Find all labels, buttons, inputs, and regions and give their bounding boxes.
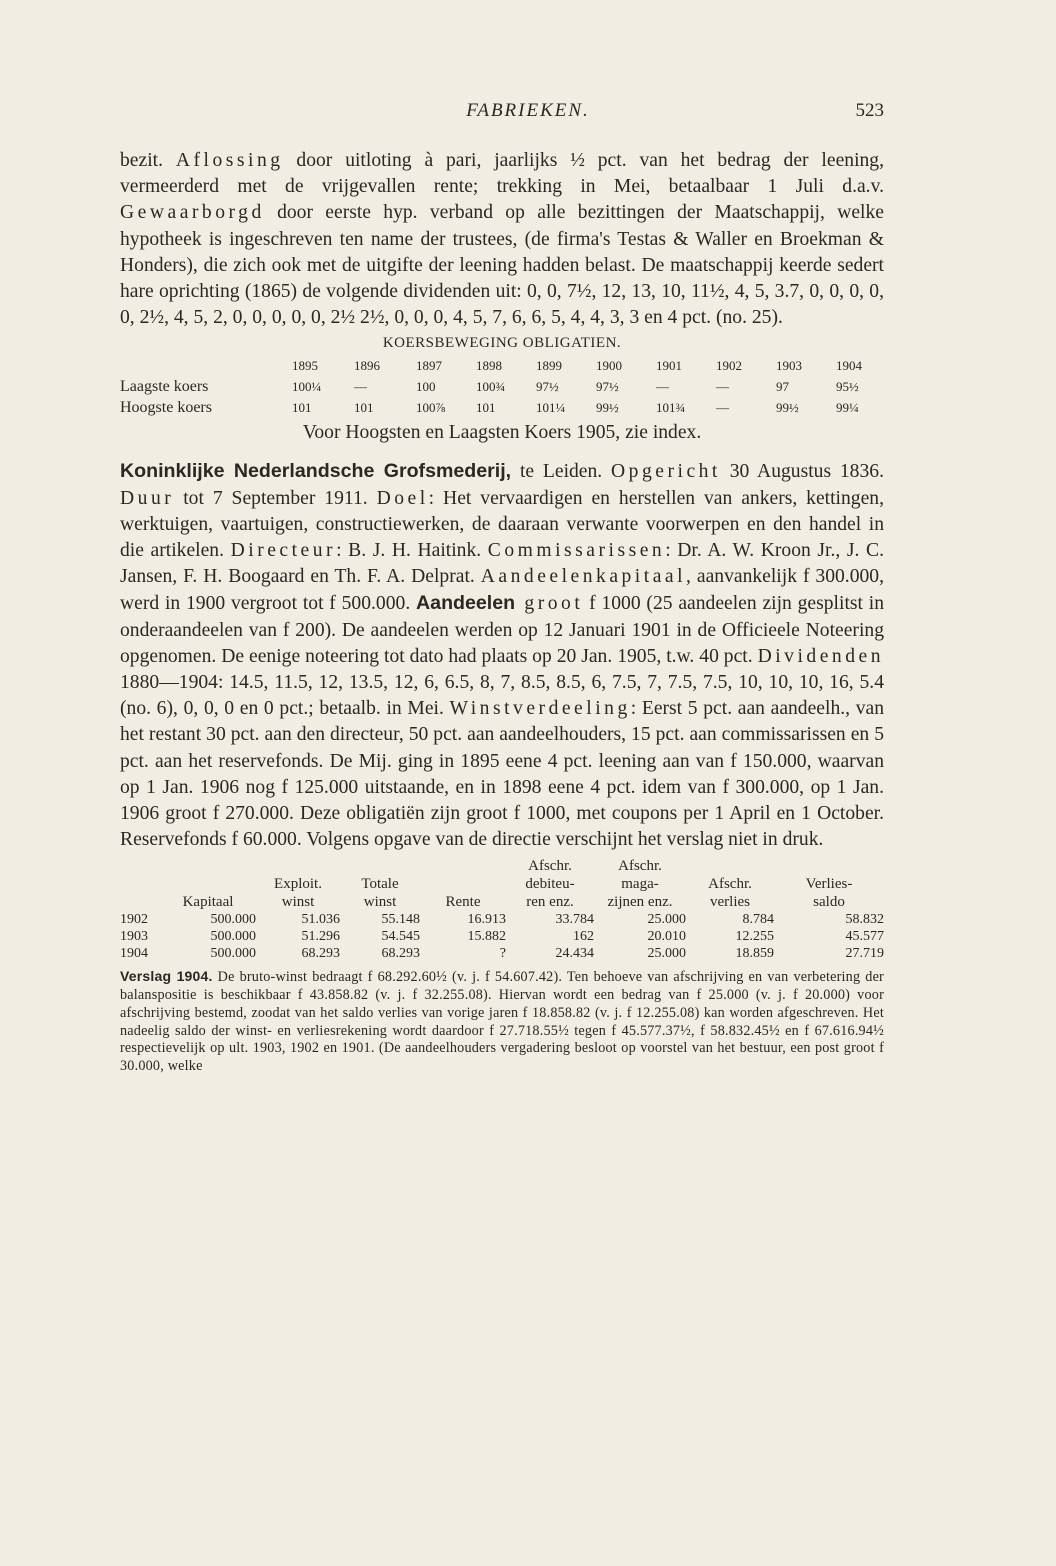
verslag-text: De bruto-winst bedraagt f 68.292.60½ (v. j. f 54.607.42). Ten behoeve van afschrijving en van verbetering der balanspositie is beschikbaar f 43.858.82 (v. j. f 32.255.08). Hiervan wordt een bedrag van f 25.000 (v. j. f 20.000) voor afschrijving bestemd, zoodat van het saldo verlies van vorige jaren f 18.858.82 (v. j. f 12.255.08) kan worden afgeschreven. Het nadeelig saldo der winst- en verliesrekening wordt daardoor f 27.718.55½ tegen f 45.577.37½, f 58.832.45½ en f 67.616.94½ respectievelijk op ult. 1903, 1902 en 1901. (De aandeelhouders vergadering besloot op voorstel van het bestuur, een post groot f 30.000, welke [120, 969, 884, 1074]
koers-title: KOERSBEWEGING OBLIGATIEN. [382, 335, 622, 352]
koers-value: 101 [354, 399, 374, 415]
intro-paragraph [120, 148, 884, 331]
koers-value: 101¾ [656, 399, 686, 415]
koers-value: 95½ [836, 378, 859, 394]
verslag-heading: Verslag 1904. [120, 968, 213, 985]
finance-cell: 500.000 [210, 945, 256, 961]
finance-cell: 15.882 [467, 928, 506, 944]
koers-table [120, 355, 884, 418]
finance-head [686, 857, 774, 875]
koers-value: 101 [476, 399, 496, 415]
finance-head [120, 857, 160, 875]
finance-cell: 500.000 [210, 928, 256, 944]
finance-head: maga- [621, 875, 659, 892]
dividenden-term: Dividenden [757, 645, 884, 667]
company-paragraph [120, 458, 884, 853]
finance-cell: 55.148 [381, 911, 420, 927]
doel-term: Doel [376, 487, 429, 509]
company-text: : Eerst 5 pct. aan aandeelh., van het restant 30 pct. aan den directeur, 50 pct. aan aandeelhouders, 15 pct. aan commissarissen en 5 pct. aan het reservefonds. De Mij. ging in 1895 eene 4 pct. leening aan van f 150.000, waarvan op 1 Jan. 1906 nog f 125.000 uitstaande, en in 1898 eene 4 pct. idem van f 300.000, op 1 Jan. 1906 groot f 270.000. Deze obligatiën zijn groot f 1000, met coupons per 1 April en 1 October. Reservefonds f 60.000. Volgens opgave van de directie verschijnt het verslag niet in druk. [120, 698, 884, 851]
company-text: f 1000 (25 aandeelen zijn gesplitst in onderaandeelen van f 200). De aandeelen werden op 12 Januari 1901 in de Officieele Noteering opgenomen. De eenige noteering tot dato had plaats op 20 Jan. 1905, t.w. 40 pct. [120, 593, 884, 667]
aandeelen-heading: Aandeelen [416, 592, 516, 615]
koers-footnote: Voor Hoogsten en Laagsten Koers 1905, zie index. [302, 422, 702, 444]
koers-year: 1901 [656, 357, 682, 373]
finance-head: verlies [710, 893, 750, 910]
finance-head [120, 875, 160, 893]
koers-year: 1903 [776, 357, 802, 373]
finance-head [420, 875, 506, 893]
koers-value: 99½ [776, 399, 799, 415]
koers-year: 1899 [536, 357, 562, 373]
finance-head: Kapitaal [182, 893, 234, 910]
finance-row [120, 945, 884, 962]
koers-row-label: Laagste koers [120, 377, 209, 395]
finance-head [256, 857, 340, 875]
finance-cell: 27.719 [845, 945, 884, 961]
kapitaal-term: Aandeelenkapitaal [480, 566, 687, 588]
text-column [120, 148, 884, 1076]
company-location: te Leiden. [511, 461, 603, 483]
page-number: 523 [855, 100, 884, 121]
finance-head [160, 857, 256, 875]
koers-value: 97½ [596, 378, 619, 394]
intro-text: door uitloting à pari, jaarlijks ½ pct. van het bedrag der leening, vermeerderd met de vrijgevallen rente; trekking in Mei, betaalbaar 1 Juli d.a.v. [120, 150, 885, 198]
company-text: , aanvankelijk f 300.000, werd in 1900 vergroot tot f 500.000. [120, 566, 884, 615]
finance-header-row [120, 893, 884, 911]
finance-cell: 45.577 [845, 928, 884, 944]
finance-cell: 8.784 [742, 911, 774, 927]
finance-head: Afschr. [708, 875, 752, 892]
finance-cell: 25.000 [647, 945, 686, 961]
company-text: : B. J. H. Haitink. [336, 540, 488, 562]
finance-head: Exploit. [274, 875, 322, 892]
finance-cell: 58.832 [845, 911, 884, 927]
koers-value: 97 [776, 378, 789, 394]
opgericht-term: Opgericht [611, 461, 721, 483]
company-name: Koninklijke Nederlandsche Grofsmederij, [120, 460, 512, 483]
finance-head: Verlies- [805, 875, 853, 892]
finance-cell: 68.293 [381, 945, 420, 961]
koers-row-hoogste [120, 397, 884, 418]
company-text: : Het vervaardigen en herstellen van ankers, kettingen, werktuigen, vaartuigen, constructiewerken, de daaraan verwante voorwerpen en den handel in die artikelen. [120, 487, 884, 562]
koers-year: 1904 [836, 357, 862, 373]
koers-value: 100¼ [292, 378, 322, 394]
koers-value: 101¼ [536, 399, 566, 415]
koers-corner [120, 355, 292, 376]
koers-value: — [656, 378, 669, 394]
commissarissen-term: Commissarissen [487, 540, 666, 562]
finance-cell: 1903 [120, 928, 148, 944]
finance-cell: 51.296 [301, 928, 340, 944]
koers-value: — [354, 378, 367, 394]
duur-term: Duur [120, 487, 175, 509]
finance-head [340, 857, 420, 875]
koers-year: 1902 [716, 357, 742, 373]
koers-value: 100⅞ [416, 399, 446, 415]
koers-value: 101 [292, 399, 312, 415]
finance-cell: 18.859 [735, 945, 774, 961]
finance-head: debiteu- [525, 875, 575, 892]
koers-year: 1898 [476, 357, 502, 373]
finance-head: zijnen enz. [607, 893, 673, 910]
koers-year: 1895 [292, 357, 318, 373]
finance-cell: 16.913 [467, 911, 506, 927]
koers-value: — [716, 399, 729, 415]
finance-cell: ? [499, 945, 506, 961]
finance-cell: 12.255 [735, 928, 774, 944]
finance-head: winst [363, 893, 397, 910]
finance-head: winst [281, 893, 315, 910]
koers-row-laagste [120, 376, 884, 397]
winstverdeeling-term: Winstverdeeling [449, 698, 631, 720]
finance-head: Rente [445, 893, 481, 910]
finance-row [120, 911, 884, 928]
koers-value: 100¾ [476, 378, 506, 394]
koers-year: 1897 [416, 357, 442, 373]
directeur-term: Directeur [230, 540, 337, 562]
finance-cell: 1902 [120, 911, 148, 927]
finance-cell: 500.000 [210, 911, 256, 927]
company-text: 1880—1904: 14.5, 11.5, 12, 13.5, 12, 6, 6.5, 8, 7, 8.5, 8.5, 6, 7.5, 7, 7.5, 7.5, 10, 10, 10, 16, 5.4 (no. 6), 0, 0, 0 en 0 pct.; betaalb. in Mei. [120, 672, 884, 720]
finance-head: Totale [361, 875, 399, 892]
koers-value: 100 [416, 378, 436, 394]
finance-cell: 68.293 [301, 945, 340, 961]
koers-value: — [716, 378, 729, 394]
company-text: 30 Augustus 1836. [720, 461, 884, 483]
koers-row-label: Hoogste koers [120, 398, 212, 416]
intro-text: bezit. [120, 150, 176, 171]
finance-head [420, 857, 506, 875]
company-text: : Dr. A. W. Kroon Jr., J. C. Jansen, F. H. Boogaard en Th. F. A. Delprat. [120, 540, 884, 588]
finance-row [120, 928, 884, 945]
koers-value: 97½ [536, 378, 559, 394]
finance-cell: 24.434 [555, 945, 594, 961]
finance-head: saldo [813, 893, 845, 910]
groot-term: groot [515, 593, 584, 615]
finance-table [120, 857, 884, 962]
company-text: tot 7 September 1911. [174, 487, 377, 509]
finance-head [120, 893, 160, 911]
finance-cell: 1904 [120, 945, 148, 961]
koers-year: 1896 [354, 357, 380, 373]
aflossing-term: Aflossing [175, 150, 284, 171]
finance-head [774, 857, 884, 875]
koers-value: 99¼ [836, 399, 859, 415]
gewaarborgd-term: Gewaarborgd [120, 202, 265, 224]
koers-year: 1900 [596, 357, 622, 373]
finance-header-row [120, 857, 884, 875]
intro-text: door eerste hyp. verband op alle bezittingen der Maatschappij, welke hypotheek is ingeschreven ten name der trustees, (de firma's Testas & Waller en Broekman & Honders), die zich ook met de uitgifte der leening hadden belast. De maatschappij keerde sedert hare oprichting (1865) de volgende dividenden uit: 0, 0, 7½, 12, 13, 10, 11½, 4, 5, 3.7, 0, 0, 0, 0, 0, 2½, 4, 5, 2, 0, 0, 0, 0, 0, 2½ 2½, 0, 0, 0, 4, 5, 7, 6, 6, 5, 4, 4, 3, 3 en 4 pct. (no. 25). [120, 202, 884, 329]
finance-cell: 51.036 [301, 911, 340, 927]
finance-head: Afschr. [528, 857, 572, 874]
finance-cell: 54.545 [381, 928, 420, 944]
koers-value: 99½ [596, 399, 619, 415]
koers-years-row [120, 355, 884, 376]
finance-cell: 25.000 [647, 911, 686, 927]
finance-cell: 33.784 [555, 911, 594, 927]
finance-header-row [120, 875, 884, 893]
running-header: FABRIEKEN. [466, 100, 590, 121]
finance-head [160, 875, 256, 893]
finance-head: Afschr. [618, 857, 662, 874]
finance-cell: 162 [573, 928, 594, 944]
verslag-paragraph [120, 968, 884, 1075]
finance-head: ren enz. [526, 893, 574, 910]
finance-cell: 20.010 [647, 928, 686, 944]
